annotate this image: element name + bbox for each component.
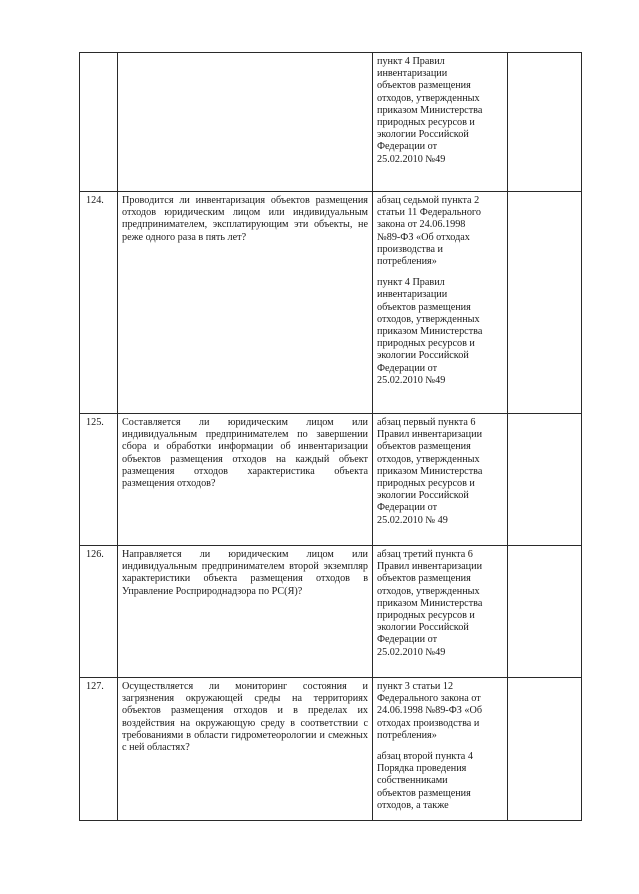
inspection-checklist-table — [79, 52, 582, 821]
legal-reference-paragraph: пункт 4 Правил инвентаризации объектов размещения отходов, утвержденных приказом Министерства природных ресурсов и экологии Российской Федерации от 25.02.2010 №49 — [377, 277, 483, 386]
question-cell — [118, 53, 373, 192]
legal-reference-paragraph: пункт 4 Правил инвентаризации объектов размещения отходов, утвержденных приказом Министерства природных ресурсов и экологии Российской Федерации от 25.02.2010 №49 — [377, 56, 483, 165]
question-cell: Составляется ли юридическим лицом или индивидуальным предпринимателем по завершении сбора и обработки информации об инвентаризации объектов размещения отходов на каждый объект размещения отходов характеристика объекта размещения отходов? — [118, 414, 373, 546]
question-cell: Направляется ли юридическим лицом или индивидуальным предпринимателем второй экземпляр характеристики объекта размещения отходов в Управление Росприроднадзора по РС(Я)? — [118, 546, 373, 678]
question-cell: Осуществляется ли мониторинг состояния и загрязнения окружающей среды на территориях объектов размещения отходов и в пределах их воздействия на окружающую среду в соответствии с требованиями в области гидрометеорологии и смежных с ней областях? — [118, 678, 373, 821]
row-number-cell: 124. — [80, 192, 118, 414]
answer-cell — [508, 546, 582, 678]
row-number-cell: 125. — [80, 414, 118, 546]
table-row — [80, 678, 582, 821]
answer-cell — [508, 192, 582, 414]
question-cell: Проводится ли инвентаризация объектов размещения отходов юридическим лицом или индивидуальным предпринимателем, эксплатирующим эти объекты, не реже одного раза в пять лет? — [118, 192, 373, 414]
legal-reference-paragraph: абзац первый пункта 6 Правил инвентаризации объектов размещения отходов, утвержденных приказом Министерства природных ресурсов и экологии Российской Федерации от 25.02.2010 № 49 — [377, 417, 483, 526]
row-number-cell: 126. — [80, 546, 118, 678]
answer-cell — [508, 53, 582, 192]
legal-reference-cell — [373, 53, 508, 192]
table-row — [80, 53, 582, 192]
answer-cell — [508, 678, 582, 821]
legal-reference-cell — [373, 414, 508, 546]
table-row — [80, 546, 582, 678]
row-number-cell — [80, 53, 118, 192]
table-row — [80, 414, 582, 546]
table-row — [80, 192, 582, 414]
row-number-cell: 127. — [80, 678, 118, 821]
legal-reference-cell — [373, 678, 508, 821]
legal-reference-paragraph: пункт 3 статьи 12 Федерального закона от 24.06.1998 №89-ФЗ «Об отходах производства и потребления» — [377, 681, 483, 741]
legal-reference-paragraph: абзац седьмой пункта 2 статьи 11 Федерального закона от 24.06.1998 №89-ФЗ «Об отходах производства и потребления» — [377, 195, 481, 268]
answer-cell — [508, 414, 582, 546]
legal-reference-cell — [373, 192, 508, 414]
legal-reference-paragraph: абзац третий пункта 6 Правил инвентаризации объектов размещения отходов, утвержденных приказом Министерства природных ресурсов и экологии Российской Федерации от 25.02.2010 №49 — [377, 549, 483, 658]
legal-reference-cell — [373, 546, 508, 678]
legal-reference-paragraph: абзац второй пункта 4 Порядка проведения собственниками объектов размещения отходов, а также — [377, 751, 473, 811]
checklist-body — [80, 53, 582, 821]
